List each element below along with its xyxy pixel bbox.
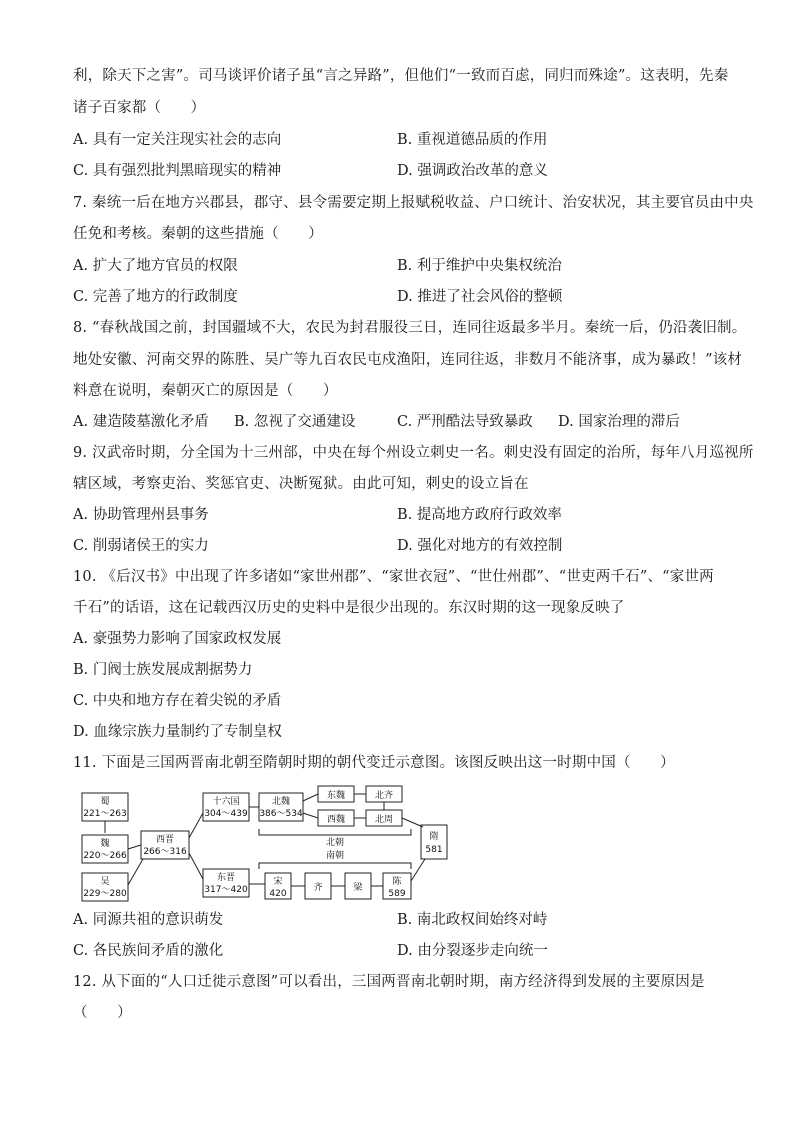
q10-stem-line2: 千石”的话语，这在记载西汉历史的史料中是很少出现的。东汉时期的这一现象反映了 bbox=[73, 600, 625, 616]
q7-option-c[interactable]: C. 完善了地方的行政制度 bbox=[73, 289, 238, 305]
q10-option-a[interactable]: A. 豪强势力影响了国家政权发展 bbox=[73, 631, 282, 647]
arrow-chen-sui bbox=[411, 859, 425, 881]
arrow-beizhou-sui bbox=[402, 818, 423, 827]
chen-label: 陈 bbox=[392, 877, 402, 887]
q6-option-c[interactable]: C. 具有强烈批判黑暗现实的精神 bbox=[73, 163, 282, 179]
q7-stem-line1: 7. 秦统一后在地方兴郡县，郡守、县令需要定期上报赋税收益、户口统计、治安状况，其主要官员由中央 bbox=[73, 195, 754, 211]
arrow-beiwei-dongwei bbox=[303, 794, 318, 801]
q12-stem-line1: 12. 从下面的“人口迁徙示意图”可以看出，三国两晋南北朝时期，南方经济得到发展的主要原因是 bbox=[73, 974, 705, 990]
q10-option-c[interactable]: C. 中央和地方存在着尖锐的矛盾 bbox=[73, 693, 282, 709]
q10-option-b[interactable]: B. 门阀士族发展成割据势力 bbox=[73, 662, 253, 678]
q11-option-c[interactable]: C. 各民族间矛盾的激化 bbox=[73, 943, 224, 959]
nanchao-label: 南朝 bbox=[325, 851, 345, 861]
shiliuguo-label: 十六国 bbox=[212, 797, 240, 807]
q7-option-b[interactable]: B. 利于维护中央集权统治 bbox=[397, 258, 562, 274]
q6-option-b[interactable]: B. 重视道德品质的作用 bbox=[397, 132, 548, 148]
q8-option-c[interactable]: C. 严刑酷法导致暴政 bbox=[397, 414, 533, 430]
dongjin-years: 317～420 bbox=[204, 885, 248, 895]
q6-option-d[interactable]: D. 强调政治改革的意义 bbox=[397, 163, 548, 179]
q9-option-b[interactable]: B. 提高地方政府行政效率 bbox=[397, 507, 562, 523]
q10-option-d[interactable]: D. 血缘宗族力量制约了专制皇权 bbox=[73, 724, 282, 740]
q6-option-a[interactable]: A. 具有一定关注现实社会的志向 bbox=[73, 132, 282, 148]
arrow-wu-xijin bbox=[128, 859, 143, 885]
arrow-beiwei-xiwei bbox=[303, 813, 318, 818]
wu-label: 吴 bbox=[100, 877, 110, 887]
q11-option-b[interactable]: B. 南北政权间始终对峙 bbox=[397, 912, 548, 928]
beichao-label: 北朝 bbox=[325, 838, 345, 848]
q8-option-b[interactable]: B. 忽视了交通建设 bbox=[234, 414, 356, 430]
q6-stem-line2: 诸子百家都（ ） bbox=[73, 100, 206, 116]
q8-option-a[interactable]: A. 建造陵墓激化矛盾 bbox=[73, 414, 209, 430]
q9-option-a[interactable]: A. 协助管理州县事务 bbox=[73, 507, 209, 523]
q9-stem-line2: 辖区域，考察吏治、奖惩官吏、决断冤狱。由此可知，刺史的设立旨在 bbox=[73, 476, 529, 492]
shu-label: 蜀 bbox=[100, 797, 110, 807]
wei-years: 220～266 bbox=[83, 851, 127, 861]
sui-years: 581 bbox=[425, 845, 443, 855]
qi-label: 齐 bbox=[313, 883, 323, 893]
beiqi-label: 北齐 bbox=[374, 791, 394, 801]
wu-years: 229～280 bbox=[83, 889, 127, 899]
song-years: 420 bbox=[269, 889, 287, 899]
song-label: 宋 bbox=[273, 877, 283, 887]
q9-stem-line1: 9. 汉武帝时期，分全国为十三州部，中央在每个州设立刺史一名。刺史没有固定的治所，每年八月巡视所 bbox=[73, 445, 754, 461]
q7-option-d[interactable]: D. 推进了社会风俗的整顿 bbox=[397, 289, 563, 305]
q10-stem-line1: 10. 《后汉书》中出现了许多诸如“家世州郡”、“家世衣冠”、“世仕州郡”、“世吏两千石”、“家世两 bbox=[73, 569, 714, 585]
sui-label: 隋 bbox=[429, 832, 439, 842]
beizhou-label: 北周 bbox=[374, 815, 394, 825]
xijin-years: 266～316 bbox=[143, 847, 187, 857]
q8-option-d[interactable]: D. 国家治理的滞后 bbox=[558, 414, 680, 430]
q8-stem-line1: 8. “春秋战国之前，封国疆域不大，农民为封君服役三日，连同往返最多半月。秦统一后，仍沿袭旧制。 bbox=[73, 320, 747, 336]
beichao-bracket bbox=[259, 829, 411, 835]
liang-label: 梁 bbox=[353, 883, 363, 893]
q12-stem-line2: （ ） bbox=[73, 1005, 132, 1021]
chen-years: 589 bbox=[388, 889, 406, 899]
dynasty-transition-diagram bbox=[73, 783, 453, 903]
q9-option-c[interactable]: C. 削弱诸侯王的实力 bbox=[73, 538, 209, 554]
q9-option-d[interactable]: D. 强化对地方的有效控制 bbox=[397, 538, 563, 554]
arrow-wei-xijin bbox=[128, 845, 141, 849]
beiwei-years: 386～534 bbox=[259, 809, 303, 819]
q11-option-a[interactable]: A. 同源共祖的意识萌发 bbox=[73, 912, 224, 928]
q6-stem-line1: 利，除天下之害”。司马谈评价诸子虽“言之异路”，但他们“一致而百虑，同归而殊途”。这表明，先秦 bbox=[73, 68, 729, 84]
q8-stem-line3: 料意在说明，秦朝灭亡的原因是（ ） bbox=[73, 383, 338, 399]
nanchao-bracket bbox=[259, 863, 411, 869]
xijin-label: 西晋 bbox=[155, 835, 175, 845]
q11-option-d[interactable]: D. 由分裂逐步走向统一 bbox=[397, 943, 548, 959]
shiliuguo-years: 304～439 bbox=[204, 809, 248, 819]
shu-years: 221～263 bbox=[83, 809, 127, 819]
dongwei-label: 东魏 bbox=[326, 791, 346, 801]
q7-option-a[interactable]: A. 扩大了地方官员的权限 bbox=[73, 258, 238, 274]
q11-stem: 11. 下面是三国两晋南北朝至隋朝时期的朝代变迁示意图。该图反映出这一时期中国（ ） bbox=[73, 755, 675, 771]
arrow-xijin-dongjin bbox=[189, 853, 203, 879]
beiwei-label: 北魏 bbox=[271, 797, 291, 807]
wei-label: 魏 bbox=[100, 839, 110, 849]
arrow-xijin-shiliuguo bbox=[189, 813, 203, 838]
q8-stem-line2: 地处安徽、河南交界的陈胜、吴广等九百农民屯戍渔阳，连同往返，非数月不能济事，成为暴政！”该材 bbox=[73, 352, 743, 368]
q7-stem-line2: 任免和考核。秦朝的这些措施（ ） bbox=[73, 226, 323, 242]
xiwei-label: 西魏 bbox=[326, 815, 346, 825]
dongjin-label: 东晋 bbox=[216, 873, 236, 883]
